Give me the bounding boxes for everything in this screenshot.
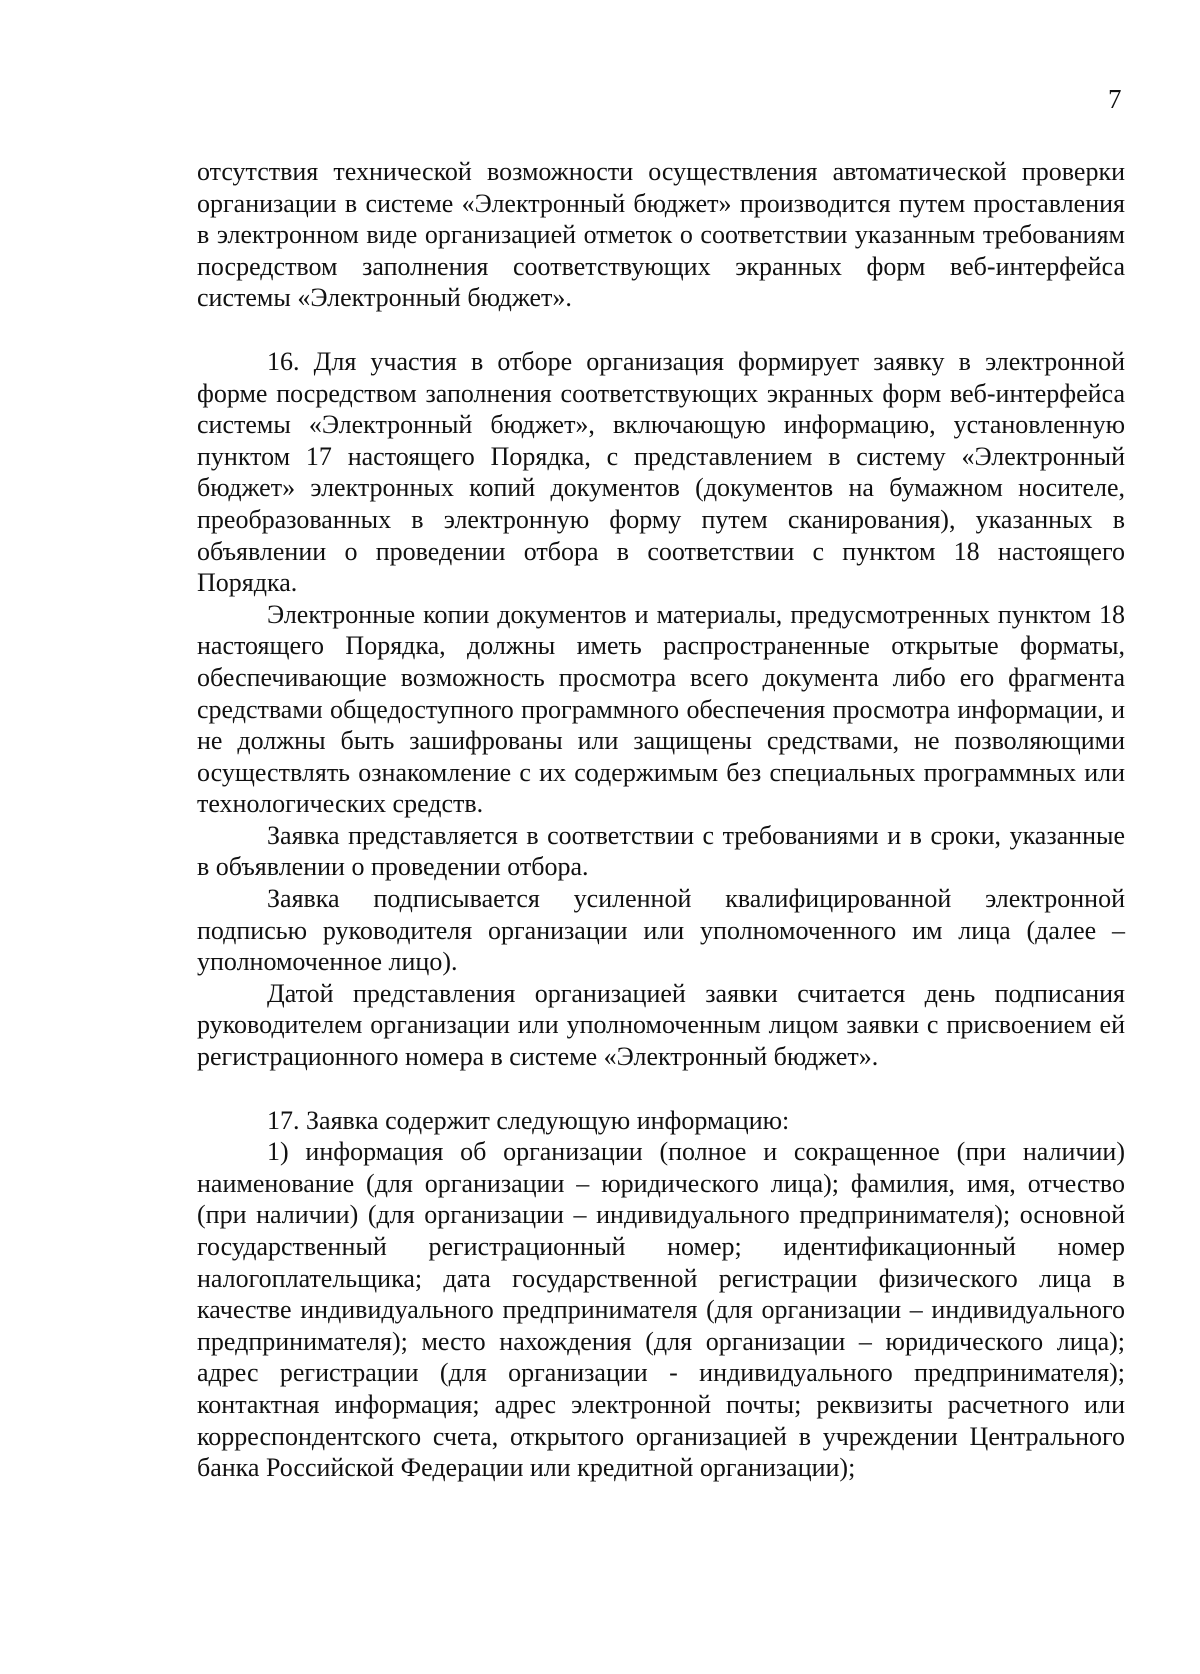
document-body xyxy=(197,156,1125,1484)
paragraph-application-deadline: Заявка представляется в соответствии с требованиями и в сроки, указанные в объявлении о проведении отбора. xyxy=(197,820,1125,882)
paragraph-application-signature: Заявка подписывается усиленной квалифицированной электронной подписью руководителя организации или уполномоченного им лица (далее – уполномоченное лицо). xyxy=(197,884,1125,977)
paragraph-electronic-copies: Электронные копии документов и материалы, предусмотренных пунктом 18 настоящего Порядка, должны иметь распространенные открытые форматы, обеспечивающие возможность просмотра всего документа либо его фрагмента средствами общедоступного программного обеспечения просмотра информации, и не должны быть зашифрованы или защищены средствами, не позволяющими осуществлять ознакомление с их содержимым без специальных программных или технологических средств. xyxy=(197,599,1125,819)
paragraph-submission-date: Датой представления организацией заявки считается день подписания руководителем организации или уполномоченным лицом заявки с присвоением ей регистрационного номера в системе «Электронный бюджет». xyxy=(197,978,1125,1072)
paragraph-item-16: 16. Для участия в отборе организация формирует заявку в электронной форме посредством заполнения соответствующих экранных форм веб-интерфейса системы «Электронный бюджет», включающую информацию, установленную пунктом 17 настоящего Порядка, с представлением в систему «Электронный бюджет» электронных копий документов (документов на бумажном носителе, преобразованных в электронную форму путем сканирования), указанных в объявлении о проведении отбора в соответствии с пунктом 18 настоящего Порядка. xyxy=(197,346,1125,598)
paragraph-continuation: отсутствия технической возможности осуществления автоматической проверки организации в системе «Электронный бюджет» производится путем проставления в электронном виде организацией отметок о соответствии указанным требованиям посредством заполнения соответствующих экранных форм веб-интерфейса системы «Электронный бюджет». xyxy=(197,157,1125,313)
page-number: 7 xyxy=(1108,84,1122,114)
paragraph-item-17: 17. Заявка содержит следующую информацию: xyxy=(267,1105,790,1135)
paragraph-item-17-1: 1) информация об организации (полное и сокращенное (при наличии) наименование (для организации – юридического лица); фамилия, имя, отчество (при наличии) (для организации – индивидуального предпринимателя); основной государственный регистрационный номер; идентификационный номер налогоплательщика; дата государственной регистрации физического лица в качестве индивидуального предпринимателя (для организации – индивидуального предпринимателя); место нахождения (для организации – юридического лица); адрес регистрации (для организации - индивидуального предпринимателя); контактная информация; адрес электронной почты; реквизиты расчетного или корреспондентского счета, открытого организацией в учреждении Центрального банка Российской Федерации или кредитной организации); xyxy=(197,1137,1125,1483)
